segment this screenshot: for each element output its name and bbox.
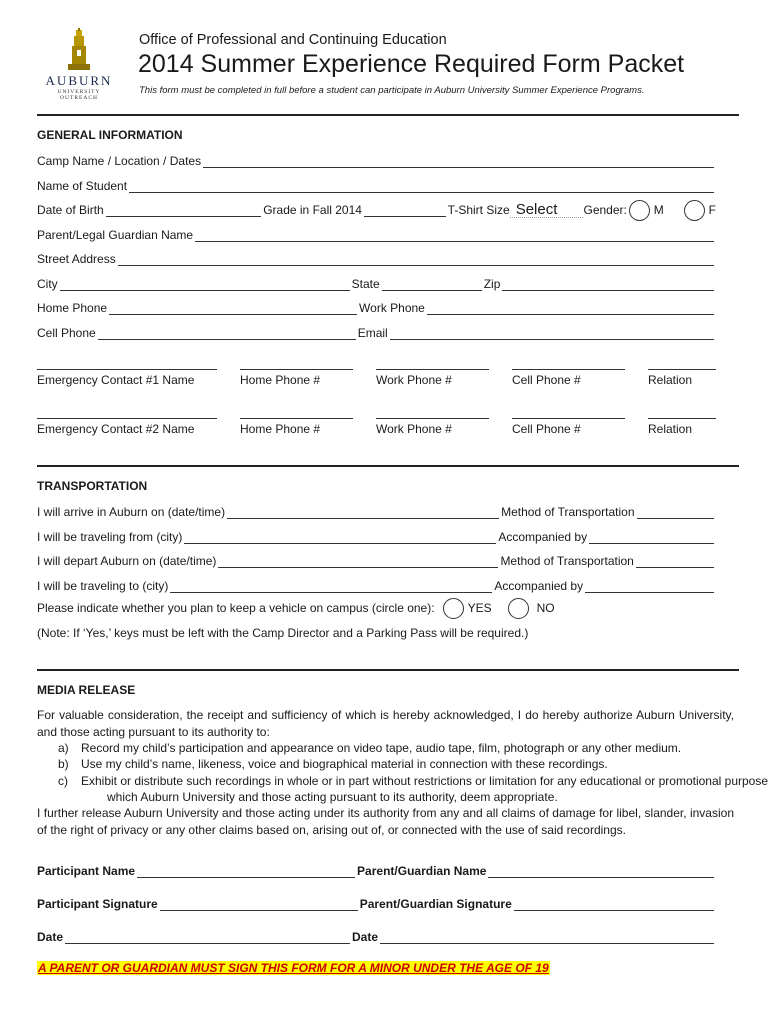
ec2-home-field[interactable] <box>240 418 353 419</box>
city-label: City <box>37 277 58 291</box>
participant-name-label: Participant Name <box>37 864 136 878</box>
from-field[interactable] <box>184 531 496 544</box>
from-row <box>37 528 716 544</box>
camp-label: Camp Name / Location / Dates <box>37 154 202 168</box>
camp-field[interactable] <box>203 155 714 168</box>
ec1-home-label: Home Phone # <box>240 373 321 387</box>
gender-label: Gender: <box>583 203 627 217</box>
vehicle-row <box>37 597 716 619</box>
form-note: This form must be completed in full before a student can participate in Auburn University Summer Experience Programs. <box>139 85 645 96</box>
phone-row <box>37 299 716 315</box>
city-field[interactable] <box>60 278 350 291</box>
street-label: Street Address <box>37 252 116 266</box>
vehicle-no-label: NO <box>536 601 555 615</box>
state-label: State <box>351 277 380 291</box>
ec2-name-field[interactable] <box>37 418 217 419</box>
media-release-text: I further release Auburn University and those acting under its authority from any and all claims of damage for libel, slander, invasion of the right of privacy or any other claims based on, arising out of, or connected with the use of said recordings. <box>37 806 734 837</box>
to-label: I will be traveling to (city) <box>37 579 169 593</box>
arrive-method-field[interactable] <box>637 506 714 519</box>
tshirt-select[interactable]: Select <box>510 202 584 218</box>
depart-field[interactable] <box>218 555 498 568</box>
street-row <box>37 250 716 266</box>
ec2-cell-field[interactable] <box>512 418 625 419</box>
state-field[interactable] <box>382 278 482 291</box>
media-item-a: Record my child’s participation and appearance on video tape, audio tape, film, photograph or any other medium. <box>81 741 682 755</box>
from-accompanied-field[interactable] <box>589 531 714 544</box>
grade-field[interactable] <box>364 204 446 217</box>
ec2-work-label: Work Phone # <box>376 422 452 436</box>
name-row <box>37 862 716 878</box>
ec1-work-label: Work Phone # <box>376 373 452 387</box>
email-label: Email <box>357 326 388 340</box>
date-row <box>37 928 716 944</box>
divider <box>37 114 739 116</box>
zip-field[interactable] <box>502 278 714 291</box>
page-title: 2014 Summer Experience Required Form Packet <box>138 50 685 78</box>
guardian-label: Parent/Legal Guardian Name <box>37 228 194 242</box>
tower-icon <box>64 28 94 72</box>
media-item-c-line2: which Auburn University and those acting pursuant to its authority, deem appropriate. <box>107 790 558 804</box>
guardian-field[interactable] <box>195 229 714 242</box>
vehicle-no-radio[interactable] <box>508 598 529 619</box>
dob-row <box>37 199 716 221</box>
guardian-signature-field[interactable] <box>514 898 714 911</box>
ec2-work-field[interactable] <box>376 418 489 419</box>
guardian-date-label: Date <box>352 930 379 944</box>
dob-label: Date of Birth <box>37 203 104 217</box>
participant-date-field[interactable] <box>65 931 350 944</box>
work-phone-field[interactable] <box>427 302 714 315</box>
dob-field[interactable] <box>106 204 262 217</box>
gender-female-radio[interactable] <box>684 200 705 221</box>
signature-row <box>37 895 716 911</box>
ec2-relation-label: Relation <box>648 422 693 436</box>
from-accompanied-label: Accompanied by <box>498 530 588 544</box>
gender-male-radio[interactable] <box>629 200 650 221</box>
home-phone-field[interactable] <box>109 302 357 315</box>
work-phone-label: Work Phone <box>359 301 425 315</box>
arrive-field[interactable] <box>227 506 499 519</box>
participant-name-field[interactable] <box>137 865 355 878</box>
logo-wordmark: AUBURN <box>45 73 113 88</box>
vehicle-label: Please indicate whether you plan to keep a vehicle on campus (circle one): <box>37 601 435 615</box>
guardian-date-field[interactable] <box>380 931 714 944</box>
media-item-a-marker: a) <box>58 741 69 755</box>
section-heading-transportation: TRANSPORTATION <box>37 479 148 493</box>
cell-row <box>37 324 716 340</box>
arrive-method-label: Method of Transportation <box>501 505 635 519</box>
email-field[interactable] <box>390 327 714 340</box>
gender-male-label: M <box>653 203 664 217</box>
media-item-c-line1: Exhibit or distribute such recordings in whole or in part without restrictions or limitation for any educational or promotional purpose <box>81 774 769 788</box>
ec1-home-field[interactable] <box>240 369 353 370</box>
student-field[interactable] <box>129 180 714 193</box>
cell-phone-field[interactable] <box>98 327 356 340</box>
guardian-signature-label: Parent/Guardian Signature <box>359 897 512 911</box>
ec2-home-label: Home Phone # <box>240 422 321 436</box>
depart-row <box>37 552 716 568</box>
section-heading-media: MEDIA RELEASE <box>37 683 136 697</box>
student-label: Name of Student <box>37 179 128 193</box>
media-item-b-marker: b) <box>58 757 69 771</box>
to-accompanied-label: Accompanied by <box>494 579 584 593</box>
ec1-name-label: Emergency Contact #1 Name <box>37 373 195 387</box>
guardian-row <box>37 226 716 242</box>
vehicle-yes-radio[interactable] <box>443 598 464 619</box>
ec2-name-label: Emergency Contact #2 Name <box>37 422 195 436</box>
to-field[interactable] <box>170 580 492 593</box>
ec2-cell-label: Cell Phone # <box>512 422 581 436</box>
participant-signature-label: Participant Signature <box>37 897 158 911</box>
zip-label: Zip <box>483 277 501 291</box>
participant-date-label: Date <box>37 930 64 944</box>
to-row <box>37 577 716 593</box>
divider <box>37 669 739 671</box>
depart-method-field[interactable] <box>636 555 714 568</box>
street-field[interactable] <box>118 253 714 266</box>
depart-label: I will depart Auburn on (date/time) <box>37 554 217 568</box>
cell-phone-label: Cell Phone <box>37 326 96 340</box>
ec1-cell-label: Cell Phone # <box>512 373 581 387</box>
media-item-b: Use my child’s name, likeness, voice and biographical material in connection with these recordings. <box>81 757 608 771</box>
office-name: Office of Professional and Continuing Education <box>139 32 447 48</box>
home-phone-label: Home Phone <box>37 301 108 315</box>
from-label: I will be traveling from (city) <box>37 530 183 544</box>
arrive-label: I will arrive in Auburn on (date/time) <box>37 505 226 519</box>
participant-signature-field[interactable] <box>160 898 358 911</box>
logo-subtitle: UNIVERSITY OUTREACH <box>57 89 101 101</box>
arrive-row <box>37 503 716 519</box>
ec1-relation-field[interactable] <box>648 369 716 370</box>
ec1-name-field[interactable] <box>37 369 217 370</box>
auburn-logo <box>38 28 120 100</box>
guardian-name-field[interactable] <box>488 865 714 878</box>
to-accompanied-field[interactable] <box>585 580 714 593</box>
gender-female-label: F <box>708 203 716 217</box>
ec1-relation-label: Relation <box>648 373 693 387</box>
camp-row <box>37 152 716 168</box>
vehicle-yes-label: YES <box>467 601 492 615</box>
vehicle-note: (Note: If ‘Yes,’ keys must be left with the Camp Director and a Parking Pass will be required.) <box>37 626 529 640</box>
divider <box>37 465 739 467</box>
grade-label: Grade in Fall 2014 <box>263 203 362 217</box>
student-row <box>37 177 716 193</box>
depart-method-label: Method of Transportation <box>500 554 634 568</box>
guardian-name-label: Parent/Guardian Name <box>357 864 487 878</box>
section-heading-general: GENERAL INFORMATION <box>37 128 183 142</box>
ec2-relation-field[interactable] <box>648 418 716 419</box>
ec1-work-field[interactable] <box>376 369 489 370</box>
tshirt-label: T-Shirt Size <box>447 203 510 217</box>
city-row <box>37 275 716 291</box>
media-item-c-marker: c) <box>58 774 68 788</box>
ec1-cell-field[interactable] <box>512 369 625 370</box>
media-intro: For valuable consideration, the receipt and sufficiency of which is hereby acknowledged, I do hereby authorize Auburn University, and those acting pursuant to its authority to: <box>37 708 734 739</box>
guardian-warning: A PARENT OR GUARDIAN MUST SIGN THIS FORM FOR A MINOR UNDER THE AGE OF 19 <box>38 961 549 975</box>
